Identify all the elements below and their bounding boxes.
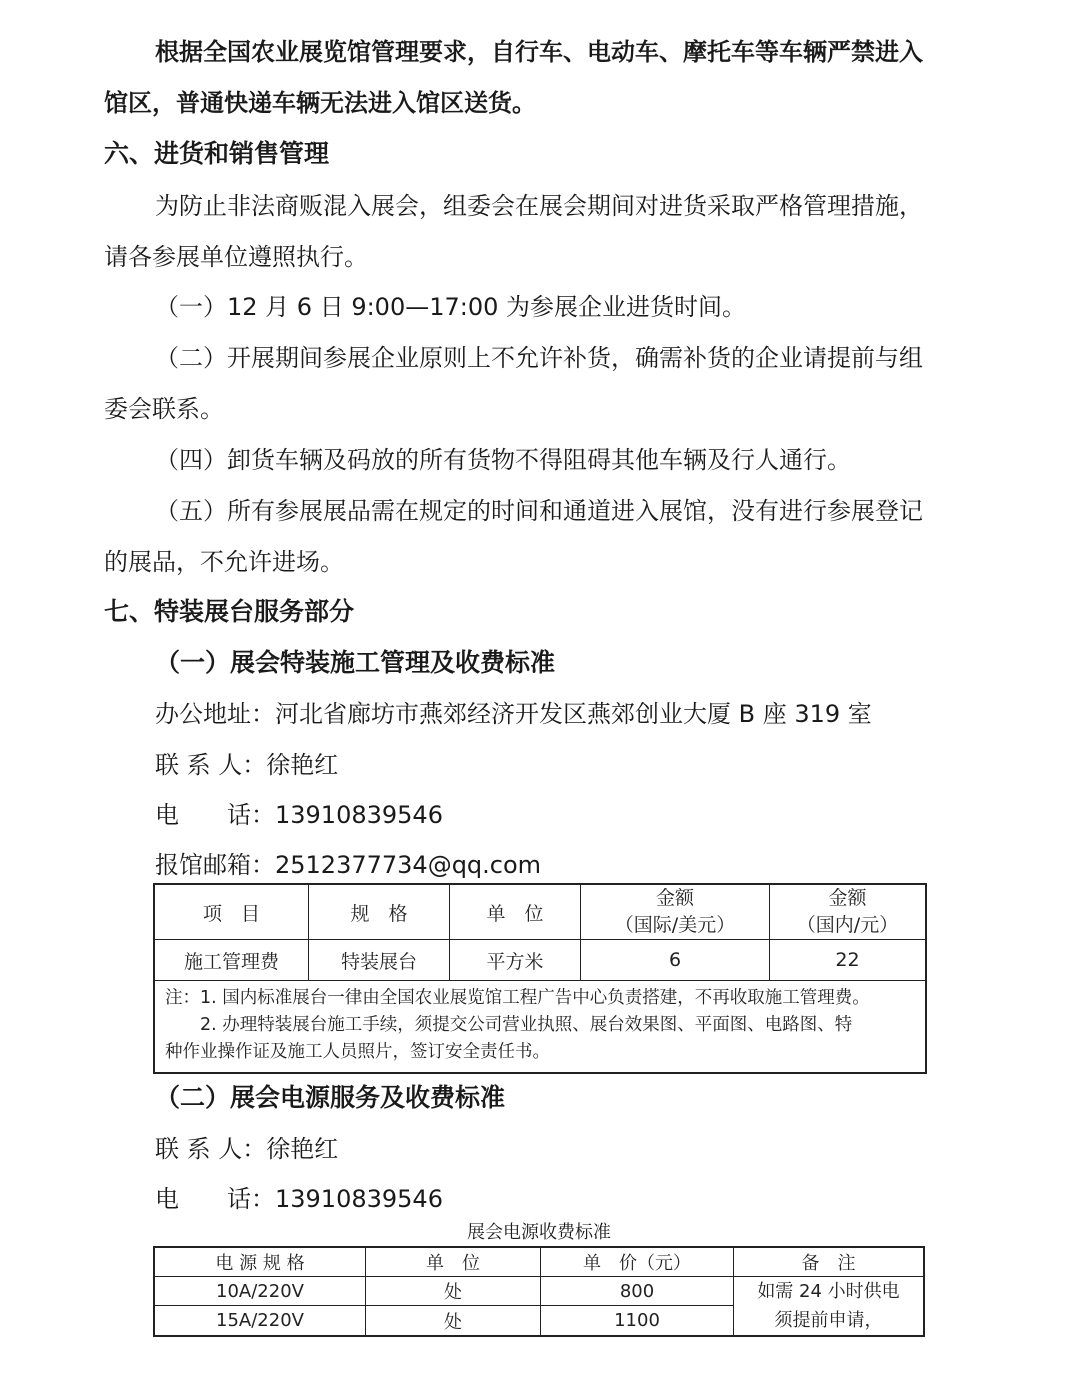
phone-line-2 — [155, 1184, 443, 1214]
table-cell: 施工管理费 — [154, 940, 309, 981]
item-5-line1: （五）所有参展展品需在规定的时间和通道进入展馆，没有进行参展登记 — [155, 497, 923, 525]
table-cell: 22 — [770, 940, 927, 981]
header-cell: 电 源 规 格 — [154, 1247, 366, 1277]
construction-fee-table — [153, 883, 927, 1074]
header-cell: 单 位 — [450, 884, 581, 940]
table-cell: 特装展台 — [309, 940, 450, 981]
table-row — [154, 1277, 924, 1306]
header-cell: 单 价（元） — [541, 1247, 734, 1277]
table-cell: 1100 — [541, 1306, 734, 1336]
phone-value: 13910839546 — [275, 801, 443, 829]
header-amount-label: 金额 — [655, 887, 694, 909]
table-cell: 15A/220V — [154, 1306, 366, 1336]
table-cell: 6 — [581, 940, 770, 981]
header-amount-label: 金额 — [828, 887, 867, 909]
remark-cell — [734, 1277, 925, 1337]
contact-line-2 — [155, 1134, 338, 1164]
contact-name: 徐艳红 — [266, 1135, 339, 1163]
table-cell: 10A/220V — [154, 1277, 366, 1306]
note-2-line1: 2. 办理特装展台施工手续，须提交公司营业执照、展台效果图、平面图、电路图、特 — [165, 1015, 853, 1035]
contact-line-1 — [155, 750, 338, 780]
phone-line-1 — [155, 800, 443, 830]
item-4: （四）卸货车辆及码放的所有货物不得阻碍其他车辆及行人通行。 — [155, 446, 851, 474]
header-amount-unit: （国际/美元） — [614, 914, 736, 936]
item-1: （一）12 月 6 日 9:00—17:00 为参展企业进货时间。 — [155, 293, 747, 321]
header-cell: 规 格 — [309, 884, 450, 940]
email-value: 2512377734@qq.com — [275, 851, 542, 879]
power-fee-table — [153, 1246, 925, 1337]
table-cell: 处 — [366, 1277, 541, 1306]
office-address: 办公地址：河北省廊坊市燕郊经济开发区燕郊创业大厦 B 座 319 室 — [155, 700, 872, 728]
paragraph-goods-intro-line2: 请各参展单位遵照执行。 — [104, 243, 368, 271]
paragraph-goods-intro-line1: 为防止非法商贩混入展会，组委会在展会期间对进货采取严格管理措施， — [155, 192, 923, 220]
contact-name: 徐艳红 — [266, 751, 339, 779]
table-note-row — [154, 981, 926, 1074]
paragraph-vehicle-rule-line1: 根据全国农业展览馆管理要求，自行车、电动车、摩托车等车辆严禁进入 — [155, 38, 923, 66]
contact-label: 联 系 人： — [155, 1135, 267, 1163]
contact-label: 联 系 人： — [155, 751, 267, 779]
header-cell: 项 目 — [154, 884, 309, 940]
header-cell: 备 注 — [734, 1247, 925, 1277]
note-2-line2: 种作业操作证及施工人员照片，签订安全责任书。 — [165, 1042, 550, 1062]
remark-line1: 如需 24 小时供电 — [757, 1281, 900, 1302]
email-label: 报馆邮箱： — [155, 851, 275, 879]
table-cell: 800 — [541, 1277, 734, 1306]
item-2-line2: 委会联系。 — [104, 395, 224, 423]
table-cell: 处 — [366, 1306, 541, 1336]
power-table-caption: 展会电源收费标准 — [467, 1222, 611, 1243]
phone-label: 电 话： — [155, 801, 275, 829]
note-1: 注：1. 国内标准展台一律由全国农业展览馆工程广告中心负责搭建，不再收取施工管理费。 — [165, 988, 870, 1008]
table-row — [154, 940, 926, 981]
table-note — [154, 981, 926, 1074]
section-7-1-title: （一）展会特装施工管理及收费标准 — [155, 648, 556, 677]
table-header-row — [154, 884, 926, 940]
item-2-line1: （二）开展期间参展企业原则上不允许补货，确需补货的企业请提前与组 — [155, 344, 923, 372]
item-5-line2: 的展品，不允许进场。 — [104, 548, 344, 576]
table-header-row — [154, 1247, 924, 1277]
paragraph-vehicle-rule-line2: 馆区，普通快递车辆无法进入馆区送货。 — [104, 89, 536, 117]
table-cell: 平方米 — [450, 940, 581, 981]
phone-value: 13910839546 — [275, 1185, 443, 1213]
header-amount-unit: （国内/元） — [796, 914, 899, 936]
section-7-title: 七、特装展台服务部分 — [104, 597, 355, 626]
section-6-title: 六、进货和销售管理 — [104, 139, 330, 168]
header-cell — [581, 884, 770, 940]
header-cell: 单 位 — [366, 1247, 541, 1277]
header-cell — [770, 884, 927, 940]
email-line — [155, 850, 541, 880]
phone-label: 电 话： — [155, 1185, 275, 1213]
section-7-2-title: （二）展会电源服务及收费标准 — [155, 1083, 506, 1112]
remark-line2: 须提前申请， — [774, 1310, 883, 1331]
